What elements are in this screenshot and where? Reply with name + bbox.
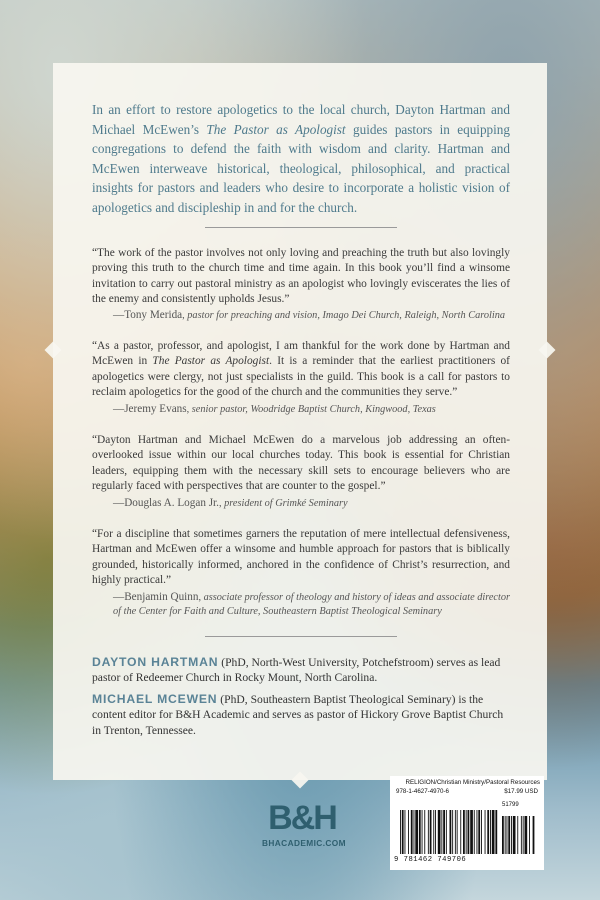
barcode-box xyxy=(390,776,544,870)
endorsement-quote-part: “As a pastor, professor, and apologist, I am thankful for the work done by Hartman and McEwen in xyxy=(92,340,510,368)
author-bio-1 xyxy=(92,655,510,686)
barcode-bar xyxy=(490,810,491,854)
endorsement-1 xyxy=(92,246,510,307)
barcode-bar xyxy=(435,810,436,854)
barcode-addon-bar xyxy=(513,816,516,854)
endorser-role: senior pastor, Woodridge Baptist Church, Kingwood, Texas xyxy=(191,404,436,415)
barcode-addon: 51799 xyxy=(502,802,519,808)
barcode-bar xyxy=(485,810,486,854)
endorsement-quote: “The work of the pastor involves not only loving and preaching the truth but also lovingly proving this truth to the church time and time again. In this book you’ll find a winsome invitation to carry out pastoral ministry as an apologist who lovingly eviscerates the lies of the enemy and consistently upholds Jesus.” xyxy=(92,247,510,305)
barcode-bar xyxy=(441,810,442,854)
endorser-role: associate professor of theology and history of ideas and associate director of the Center for Faith and Culture, Southeastern Baptist Theological Seminary xyxy=(113,592,511,617)
barcode-bar xyxy=(422,810,423,854)
barcode-bar xyxy=(478,810,480,854)
barcode-bar xyxy=(411,810,413,854)
barcode-bar xyxy=(438,810,441,854)
barcode-addon-bar xyxy=(511,816,512,854)
endorser-name: —Douglas A. Logan Jr. xyxy=(113,497,219,509)
barcode-digits: 9 781462 749706 xyxy=(394,856,467,864)
barcode-bar xyxy=(463,810,465,854)
book-description xyxy=(92,100,510,218)
barcode-bar xyxy=(460,810,461,854)
author-bio-text: (PhD, North-West University, Potchefstroom) serves as lead pastor of Redeemer Church in Rocky Mount, North Carolina. xyxy=(92,656,501,685)
barcode-bar xyxy=(468,810,470,854)
author-bio-text: (PhD, Southeastern Baptist Theological Seminary) is the content editor for B&H Academic and serves as pastor of Hickory Grove Baptist Church in Trenton, Tennessee. xyxy=(92,693,504,737)
publisher-logo xyxy=(262,799,346,848)
author-bio-2 xyxy=(92,692,510,738)
description-text: In an effort to restore apologetics to the local church, Dayton Hartman and Michael McEwen’s xyxy=(92,102,510,137)
endorsement-attribution-3: —Douglas A. Logan Jr., president of Grimké Seminary xyxy=(113,497,348,509)
description-text: guides pastors in equipping congregations to defend the faith with wisdom and clarity. Hartman and McEwen interweave historical, theological, philosophical, and practical insights for pastors and leaders who desire to incorporate a holistic vision of apologetics and discipleship in and for the church. xyxy=(92,121,510,215)
barcode-bar xyxy=(495,810,497,854)
barcode-bar xyxy=(492,810,495,854)
endorsement-attribution-4: —Benjamin Quinn, associate professor of theology and history of ideas and associate director of the Center for Faith and Culture, Southeastern Baptist Theological Seminary xyxy=(113,591,511,617)
barcode-addon-bar xyxy=(523,816,524,854)
barcode-bar xyxy=(405,810,406,854)
barcode-category: RELIGION/Christian Ministry/Pastoral Resources xyxy=(405,779,540,786)
barcode-bar xyxy=(450,810,452,854)
barcode-bar xyxy=(419,810,421,854)
endorsement-quote-part: . It is a reminder that the earliest practitioners of apologetics were clergy, not just specialists in the guild. This book is a call for pastors to reclaim apologetics for the good of the church and the communities they serve.” xyxy=(92,355,510,398)
barcode-addon-bar xyxy=(507,816,508,854)
barcode-bar xyxy=(400,810,401,854)
barcode-bar xyxy=(433,810,434,854)
endorser-role: pastor for preaching and vision, Imago Dei Church, Raleigh, North Carolina xyxy=(187,310,506,321)
barcode-bar xyxy=(474,810,475,854)
endorsement-attribution-2: —Jeremy Evans, senior pastor, Woodridge Baptist Church, Kingwood, Texas xyxy=(113,403,436,415)
barcode-addon-bar xyxy=(502,816,504,854)
barcode-bar xyxy=(466,810,467,854)
barcode-addon-bar xyxy=(529,816,530,854)
publisher-url: BHACADEMIC.COM xyxy=(262,838,346,848)
endorsement-4 xyxy=(92,527,510,588)
author-name: DAYTON HARTMAN xyxy=(92,655,219,669)
endorser-name: —Jeremy Evans xyxy=(113,403,187,415)
barcode-bar xyxy=(402,810,404,854)
barcode-bar xyxy=(470,810,473,854)
author-name: MICHAEL MCEWEN xyxy=(92,692,218,706)
barcode-bar xyxy=(428,810,429,854)
barcode-bar xyxy=(408,810,409,854)
barcode-bar xyxy=(415,810,418,854)
barcode-addon-bar xyxy=(517,816,518,854)
barcode-bar xyxy=(430,810,432,854)
barcode-bars-icon xyxy=(400,810,536,856)
book-title: The Pastor as Apologist xyxy=(206,121,346,137)
barcode-bar xyxy=(455,810,456,854)
book-title-inline: The Pastor as Apologist xyxy=(152,355,270,368)
endorser-name: —Tony Merida xyxy=(113,309,183,321)
endorser-role: president of Grimké Seminary xyxy=(224,498,348,509)
barcode-isbn: 978-1-4627-4970-6 xyxy=(396,788,449,795)
endorsement-3 xyxy=(92,433,510,494)
barcode-bar xyxy=(424,810,425,854)
barcode-bar xyxy=(414,810,415,854)
barcode-addon-bar xyxy=(525,816,528,854)
endorser-name: —Benjamin Quinn xyxy=(113,591,199,603)
barcode-bar xyxy=(457,810,458,854)
barcode-addon-bar xyxy=(508,816,510,854)
bh-logo-mark: B&H xyxy=(268,799,336,837)
divider-top xyxy=(205,227,397,228)
barcode-bar xyxy=(446,810,447,854)
barcode-addon-bar xyxy=(505,816,506,854)
barcode-bar xyxy=(452,810,453,854)
endorsement-quote: “Dayton Hartman and Michael McEwen do a marvelous job addressing an often-overlooked issue within our local churches today. This book is essential for Christian leaders, equipping them with the necessary skill sets to encourage believers who are regularly faced with perspectives that are counter to the gospel.” xyxy=(92,434,510,492)
divider-bottom xyxy=(205,636,397,637)
barcode-bar xyxy=(443,810,445,854)
barcode-bar xyxy=(477,810,478,854)
barcode-bar xyxy=(481,810,482,854)
endorsement-attribution-1: —Tony Merida, pastor for preaching and vision, Imago Dei Church, Raleigh, North Carolina xyxy=(113,309,506,321)
barcode-bar xyxy=(487,810,489,854)
barcode-price: $17.99 USD xyxy=(504,788,538,795)
endorsement-2 xyxy=(92,339,510,400)
barcode-addon-bar xyxy=(533,816,535,854)
endorsement-quote: “For a discipline that sometimes garners the reputation of mere intellectual defensiveness, Hartman and McEwen offer a winsome and humble approach for pastors that is biblically grounded, historically informed, anchored in the confidence of Christ’s resurrection, and highly practical.” xyxy=(92,528,510,586)
barcode-addon-bar xyxy=(521,816,522,854)
